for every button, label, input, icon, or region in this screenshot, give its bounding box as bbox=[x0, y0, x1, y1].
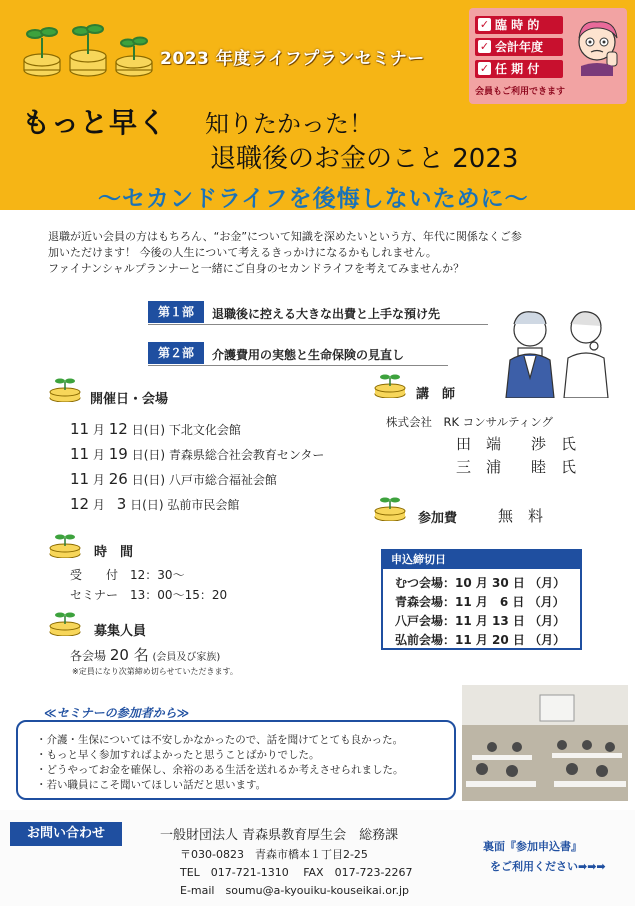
check-icon: ✓ bbox=[479, 18, 490, 31]
person-thinking-icon bbox=[571, 16, 623, 76]
badge-item-fiscal-year: ✓ 会計年度 bbox=[475, 38, 563, 56]
contact-phone: TEL 017-721-1310 FAX 017-723-2267 bbox=[180, 866, 413, 879]
deadline-box bbox=[381, 549, 582, 650]
seminar-photo bbox=[462, 685, 628, 801]
badge-note: 会員もご利用できます bbox=[475, 87, 566, 97]
badge-item-fixed-term: ✓ 任 期 付 bbox=[475, 60, 563, 78]
fee-heading: 参加費 bbox=[418, 511, 458, 526]
venue-row: 11 月 26 日(日) 八戸市総合福祉会館 bbox=[70, 470, 277, 488]
back-note: 裏面『参加申込書』 bbox=[483, 840, 582, 853]
sprout-coin-icon bbox=[373, 497, 407, 521]
time-heading: 時 間 bbox=[94, 545, 134, 560]
divider bbox=[148, 365, 448, 366]
voices-heading: ≪セミナーの参加者から≫ bbox=[44, 706, 190, 720]
voice-item: ・若い職員にこそ聞いてほしい話だと思います。 bbox=[36, 779, 267, 791]
sprout-coins-icon bbox=[22, 20, 157, 78]
voice-item: ・どうやってお金を確保し、余裕のある生活を送れるか考えさせられました。 bbox=[36, 764, 404, 776]
part2-label: 第２部 bbox=[148, 342, 204, 364]
sprout-coin-icon bbox=[48, 612, 82, 636]
lecturer-name: 三 浦 睦 氏 bbox=[456, 458, 577, 476]
seminar-time: セミナー 13：00～15：20 bbox=[70, 588, 228, 602]
voice-item: ・介護・生保については不安しかなかったので、話を聞けてとても良かった。 bbox=[36, 734, 404, 746]
venue-row: 11 月 19 日(日) 青森県総合社会教育センター bbox=[70, 445, 325, 463]
voices-box bbox=[16, 720, 456, 800]
title-main: もっと早く bbox=[22, 106, 168, 139]
deadline-row: むつ会場：10 月 30 日 （月） bbox=[395, 576, 566, 590]
divider bbox=[148, 324, 488, 325]
part2-text: 介護費用の実態と生命保険の見直し bbox=[212, 348, 405, 362]
venue-row: 11 月 12 日(日) 下北文化会館 bbox=[70, 420, 241, 438]
sprout-coin-icon bbox=[48, 378, 82, 402]
contact-address: 〒030-0823 青森市橋本１丁目2-25 bbox=[180, 848, 368, 861]
venue-row: 12 月 3 日(日) 弘前市民会館 bbox=[70, 495, 240, 513]
intro-text: 退職が近い会員の方はもちろん、“お金”について知識を深めたいという方、年代に関係なくご参 加いただけます！ 今後の人生について考えるきっかけになるかもしれません。 ファイナンシャルプランナーと一緒にご自身のセカンドライフを考えてみませんか？ bbox=[48, 230, 522, 275]
reception-time: 受 付 12：30～ bbox=[70, 568, 185, 582]
capacity-note: ※定員になり次第締め切らせていただきます。 bbox=[72, 667, 238, 676]
capacity-heading: 募集人員 bbox=[94, 624, 147, 639]
part1-label: 第１部 bbox=[148, 301, 204, 323]
contact-tag: お問い合わせ bbox=[10, 822, 122, 846]
title-sub1: 知りたかった！ bbox=[205, 110, 373, 138]
deadline-row: 青森会場：11 月 6 日 （月） bbox=[395, 595, 565, 609]
venue-heading: 開催日・会場 bbox=[90, 392, 169, 407]
badge-item-temporary: ✓ 臨 時 的 bbox=[475, 16, 563, 34]
check-icon: ✓ bbox=[479, 40, 490, 53]
deadline-heading: 申込締切日 bbox=[383, 551, 580, 569]
check-icon: ✓ bbox=[479, 62, 490, 75]
fee-value: 無 料 bbox=[498, 507, 544, 525]
sprout-coin-icon bbox=[48, 534, 82, 558]
part1-text: 退職後に控える大きな出費と上手な預け先 bbox=[212, 307, 441, 321]
lecturer-name: 田 端 渉 氏 bbox=[456, 435, 577, 453]
lecturer-heading: 講 師 bbox=[416, 387, 456, 402]
capacity-value: 各会場 20 名 (会員及び家族) bbox=[70, 646, 221, 664]
tagline: ～セカンドライフを後悔しないために～ bbox=[98, 186, 529, 212]
back-note: をご利用ください➡➡➡ bbox=[490, 860, 606, 873]
voice-item: ・もっと早く参加すればよかったと思うことばかりでした。 bbox=[36, 749, 320, 761]
title-sub2: 退職後のお金のこと 2023 bbox=[210, 144, 519, 174]
contact-org: 一般財団法人 青森県教育厚生会 総務課 bbox=[160, 828, 399, 843]
deadline-row: 八戸会場：11 月 13 日 （月） bbox=[395, 614, 566, 628]
eligibility-badge bbox=[469, 8, 627, 104]
deadline-row: 弘前会場：11 月 20 日 （月） bbox=[395, 633, 566, 647]
lecturer-company: 株式会社 RK コンサルティング bbox=[386, 415, 553, 429]
sprout-coin-icon bbox=[373, 374, 407, 398]
series-title: 2023 年度ライフプランセミナー bbox=[160, 49, 425, 69]
contact-email: E-mail soumu@a-kyouiku-kouseikai.or.jp bbox=[180, 884, 410, 897]
consultants-illustration bbox=[500, 298, 620, 398]
